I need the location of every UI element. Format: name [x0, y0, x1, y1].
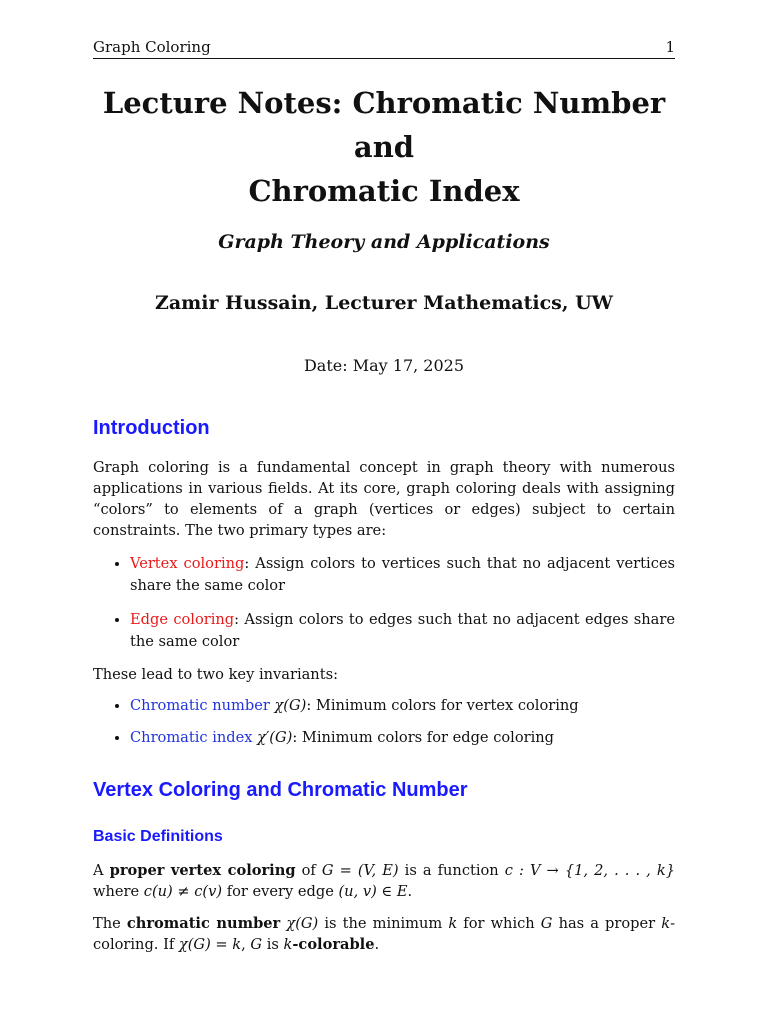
term-edge-coloring: Edge coloring — [130, 611, 235, 628]
cn-math-g2: G — [250, 936, 263, 953]
def-math-inequality: c(u) ≠ c(v) — [143, 883, 223, 900]
def-text-c: of — [295, 862, 322, 879]
page-number: 1 — [665, 38, 675, 56]
document-subtitle: Graph Theory and Applications — [218, 231, 550, 253]
def-text-i: for every edge — [222, 883, 339, 900]
cn-math-k3: k — [283, 936, 293, 953]
title-line-2: Chromatic Index — [248, 174, 520, 208]
cn-text-r: . — [374, 936, 380, 953]
subsection-heading-basic-definitions: Basic Definitions — [93, 828, 223, 845]
cn-text-g: for which — [457, 915, 541, 932]
cn-text-k: -coloring. If — [93, 915, 675, 953]
running-head-title: Graph Coloring — [93, 38, 211, 56]
invariants-list — [93, 695, 675, 749]
cn-math-chi-eq: χ(G) = k — [178, 936, 242, 953]
chromatic-number-description: : Minimum colors for vertex coloring — [306, 697, 579, 714]
page — [93, 38, 675, 955]
cn-math-chi: χ(G) — [286, 915, 319, 932]
cn-text-a: The — [93, 915, 127, 932]
cn-math-k1: k — [448, 915, 458, 932]
def-math-graph: G = (V, E) — [321, 862, 399, 879]
list-item-chromatic-index — [130, 727, 675, 749]
cn-text-e: is the minimum — [318, 915, 449, 932]
running-head — [93, 38, 675, 59]
list-item-edge-coloring — [130, 609, 675, 653]
definition-chromatic-number — [93, 913, 675, 955]
def-term-proper-vertex-coloring: proper vertex coloring — [109, 862, 296, 879]
chromatic-index-symbol: χ′(G) — [257, 729, 293, 746]
cn-term-colorable: -colorable — [292, 936, 375, 953]
term-vertex-coloring: Vertex coloring — [130, 555, 245, 572]
term-chromatic-index: Chromatic index — [130, 729, 253, 746]
def-math-function: c : V → {1, 2, . . . , k} — [504, 862, 675, 879]
section-heading-introduction: Introduction — [93, 417, 210, 439]
edge-coloring-description: : Assign colors to edges such that no adjacent edges share the same color — [130, 611, 675, 650]
cn-text-i: has a proper — [552, 915, 662, 932]
coloring-types-list — [93, 553, 675, 653]
cn-text-o: is — [262, 936, 284, 953]
cn-math-k2: k — [661, 915, 671, 932]
section-heading-vertex-coloring: Vertex Coloring and Chromatic Number — [93, 779, 468, 801]
cn-text-m: , — [241, 936, 251, 953]
chromatic-number-symbol: χ(G) — [274, 697, 307, 714]
invariants-lead: These lead to two key invariants: — [93, 666, 338, 683]
cn-math-g1: G — [540, 915, 553, 932]
def-text-g: where — [93, 883, 144, 900]
date-line: Date: May 17, 2025 — [303, 356, 465, 375]
def-math-edge: (u, v) ∈ E — [338, 883, 408, 900]
chromatic-index-description: : Minimum colors for edge coloring — [292, 729, 555, 746]
list-item-chromatic-number — [130, 695, 675, 717]
vertex-coloring-description: : Assign colors to vertices such that no adjacent vertices share the same color — [130, 555, 675, 594]
cn-term-chromatic-number: chromatic number — [126, 915, 281, 932]
def-text-e: is a function — [398, 862, 505, 879]
definition-proper-vertex-coloring — [93, 860, 675, 902]
def-text-a: A — [93, 862, 110, 879]
document-title — [93, 81, 675, 213]
def-text-k: . — [407, 883, 413, 900]
title-line-1: Lecture Notes: Chromatic Number and — [102, 86, 666, 164]
author-line: Zamir Hussain, Lecturer Mathematics, UW — [154, 292, 614, 314]
intro-paragraph: Graph coloring is a fundamental concept in graph theory with numerous applications in various fields. At its core, graph coloring deals with assigning “colors” to elements of a graph (vertices or edges) subject to certain constraints. The two primary types are: — [93, 459, 675, 539]
term-chromatic-number: Chromatic number — [130, 697, 270, 714]
list-item-vertex-coloring — [130, 553, 675, 597]
